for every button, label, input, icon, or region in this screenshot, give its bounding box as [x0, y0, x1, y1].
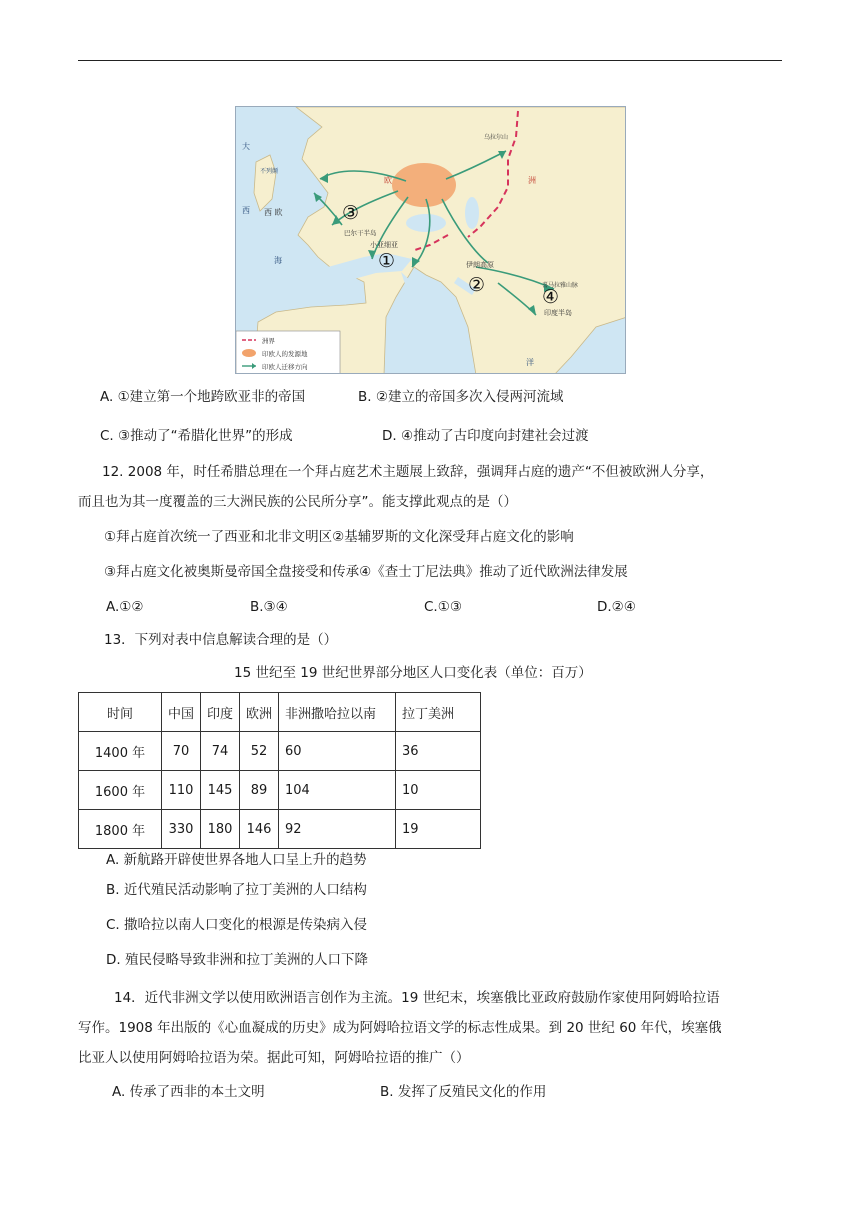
- table-cell: 145: [201, 771, 240, 810]
- map-label-ural: 乌拉尔山: [484, 134, 509, 141]
- map-marker-4: ④: [542, 286, 560, 308]
- q12-stem-line-1: 12. 2008 年，时任希腊总理在一个拜占庭艺术主题展上致辞，强调拜占庭的遗产“不但被欧洲人分享，: [102, 464, 714, 480]
- map-label-west: 西: [242, 206, 250, 215]
- map-label-iran: 伊朗高原: [466, 261, 494, 269]
- map-marker-1: ①: [378, 250, 396, 272]
- table-cell: 146: [240, 810, 279, 849]
- table-cell: 110: [162, 771, 201, 810]
- q12-stem-line-2: 而且也为其一度覆盖的三大洲民族的公民所分享”。能支撑此观点的是（）: [78, 494, 517, 510]
- map-marker-2: ②: [468, 274, 486, 296]
- q14-option-a: A. 传承了西非的本土文明: [112, 1084, 265, 1100]
- q13-option-d: D. 殖民侵略导致非洲和拉丁美洲的人口下降: [106, 952, 368, 968]
- q12-option-d: D.②④: [597, 599, 636, 615]
- map-label-balkan: 巴尔干半岛: [344, 229, 377, 237]
- q14-stem-line-1: 14．近代非洲文学以使用欧洲语言创作为主流。19 世纪末，埃塞俄比亚政府鼓励作家使用阿姆哈拉语: [114, 990, 720, 1006]
- q14-option-b: B. 发挥了反殖民文化的作用: [380, 1084, 547, 1100]
- map-label-europe: 欧: [384, 176, 392, 185]
- map-label-britain: 不列颠: [260, 168, 279, 175]
- table-header-cell: 欧洲: [240, 693, 279, 732]
- population-table: [78, 692, 481, 849]
- indo-european-migration-map: [235, 106, 626, 374]
- table-cell: 36: [396, 732, 481, 771]
- q14-stem-line-2: 写作。1908 年出版的《心血凝成的历史》成为阿姆哈拉语文学的标志性成果。到 20 世纪 60 年代，埃塞俄: [78, 1020, 722, 1036]
- map-label-himalaya: 喜马拉雅山脉: [542, 282, 579, 289]
- q12-statement-2: ③拜占庭文化被奥斯曼帝国全盘接受和传承④《查士丁尼法典》推动了近代欧洲法律发展: [104, 564, 628, 580]
- table-cell: 74: [201, 732, 240, 771]
- q13-option-b: B. 近代殖民活动影响了拉丁美洲的人口结构: [106, 882, 367, 898]
- q12-option-b: B.③④: [250, 599, 288, 615]
- legend-migration: 印欧人迁移方向: [262, 363, 308, 371]
- q13-option-a: A. 新航路开辟使世界各地人口呈上升的趋势: [106, 852, 367, 868]
- table-cell: 180: [201, 810, 240, 849]
- q13-stem: 13．下列对表中信息解读合理的是（）: [104, 632, 338, 648]
- map-label-sea: 海: [274, 256, 282, 265]
- map-label-india: 印度半岛: [544, 309, 572, 317]
- q13-table-title: 15 世纪至 19 世纪世界部分地区人口变化表（单位：百万）: [234, 665, 592, 681]
- table-row: [79, 732, 481, 771]
- table-cell: 92: [279, 810, 396, 849]
- map-label-atlantic: 大: [242, 142, 250, 151]
- table-cell: 10: [396, 771, 481, 810]
- q14-stem: [78, 983, 782, 1073]
- map-label-asia: 洲: [528, 176, 536, 185]
- table-header-cell: 时间: [79, 693, 162, 732]
- header-rule: [78, 60, 782, 61]
- legend-boundary: 洲界: [262, 337, 275, 345]
- table-cell: 330: [162, 810, 201, 849]
- table-header-cell: 拉丁美洲: [396, 693, 481, 732]
- table-row: [79, 771, 481, 810]
- q11-option-b: B. ②建立的帝国多次入侵两河流域: [358, 389, 564, 405]
- q14-stem-line-3: 比亚人以使用阿姆哈拉语为荣。据此可知，阿姆哈拉语的推广（）: [78, 1050, 470, 1066]
- q13-option-c: C. 撒哈拉以南人口变化的根源是传染病入侵: [106, 917, 368, 933]
- q11-option-a: A. ①建立第一个地跨欧亚非的帝国: [100, 389, 306, 405]
- table-cell: 70: [162, 732, 201, 771]
- q12-option-c: C.①③: [424, 599, 462, 615]
- map-label-west-europe: 西 欧: [264, 208, 283, 217]
- table-header-cell: 非洲撒哈拉以南: [279, 693, 396, 732]
- q12-option-a: A.①②: [106, 599, 144, 615]
- legend-origin: 印欧人的发源地: [262, 350, 308, 358]
- table-cell: 1800 年: [79, 810, 162, 849]
- table-header-cell: 中国: [162, 693, 201, 732]
- table-cell: 19: [396, 810, 481, 849]
- table-cell: 60: [279, 732, 396, 771]
- table-cell: 1600 年: [79, 771, 162, 810]
- table-header-cell: 印度: [201, 693, 240, 732]
- q12-statement-1: ①拜占庭首次统一了西亚和北非文明区②基辅罗斯的文化深受拜占庭文化的影响: [104, 529, 574, 545]
- table-cell: 1400 年: [79, 732, 162, 771]
- q11-option-c: C. ③推动了“希腊化世界”的形成: [100, 428, 293, 444]
- q12-stem: [78, 457, 782, 517]
- q11-option-d: D. ④推动了古印度向封建社会过渡: [382, 428, 589, 444]
- table-cell: 52: [240, 732, 279, 771]
- table-header-row: [79, 693, 481, 732]
- table-cell: 89: [240, 771, 279, 810]
- map-label-ocean: 洋: [526, 358, 534, 367]
- table-row: [79, 810, 481, 849]
- map-marker-3: ③: [342, 202, 360, 224]
- map-label-asia-minor: 小亚细亚: [370, 241, 398, 249]
- table-cell: 104: [279, 771, 396, 810]
